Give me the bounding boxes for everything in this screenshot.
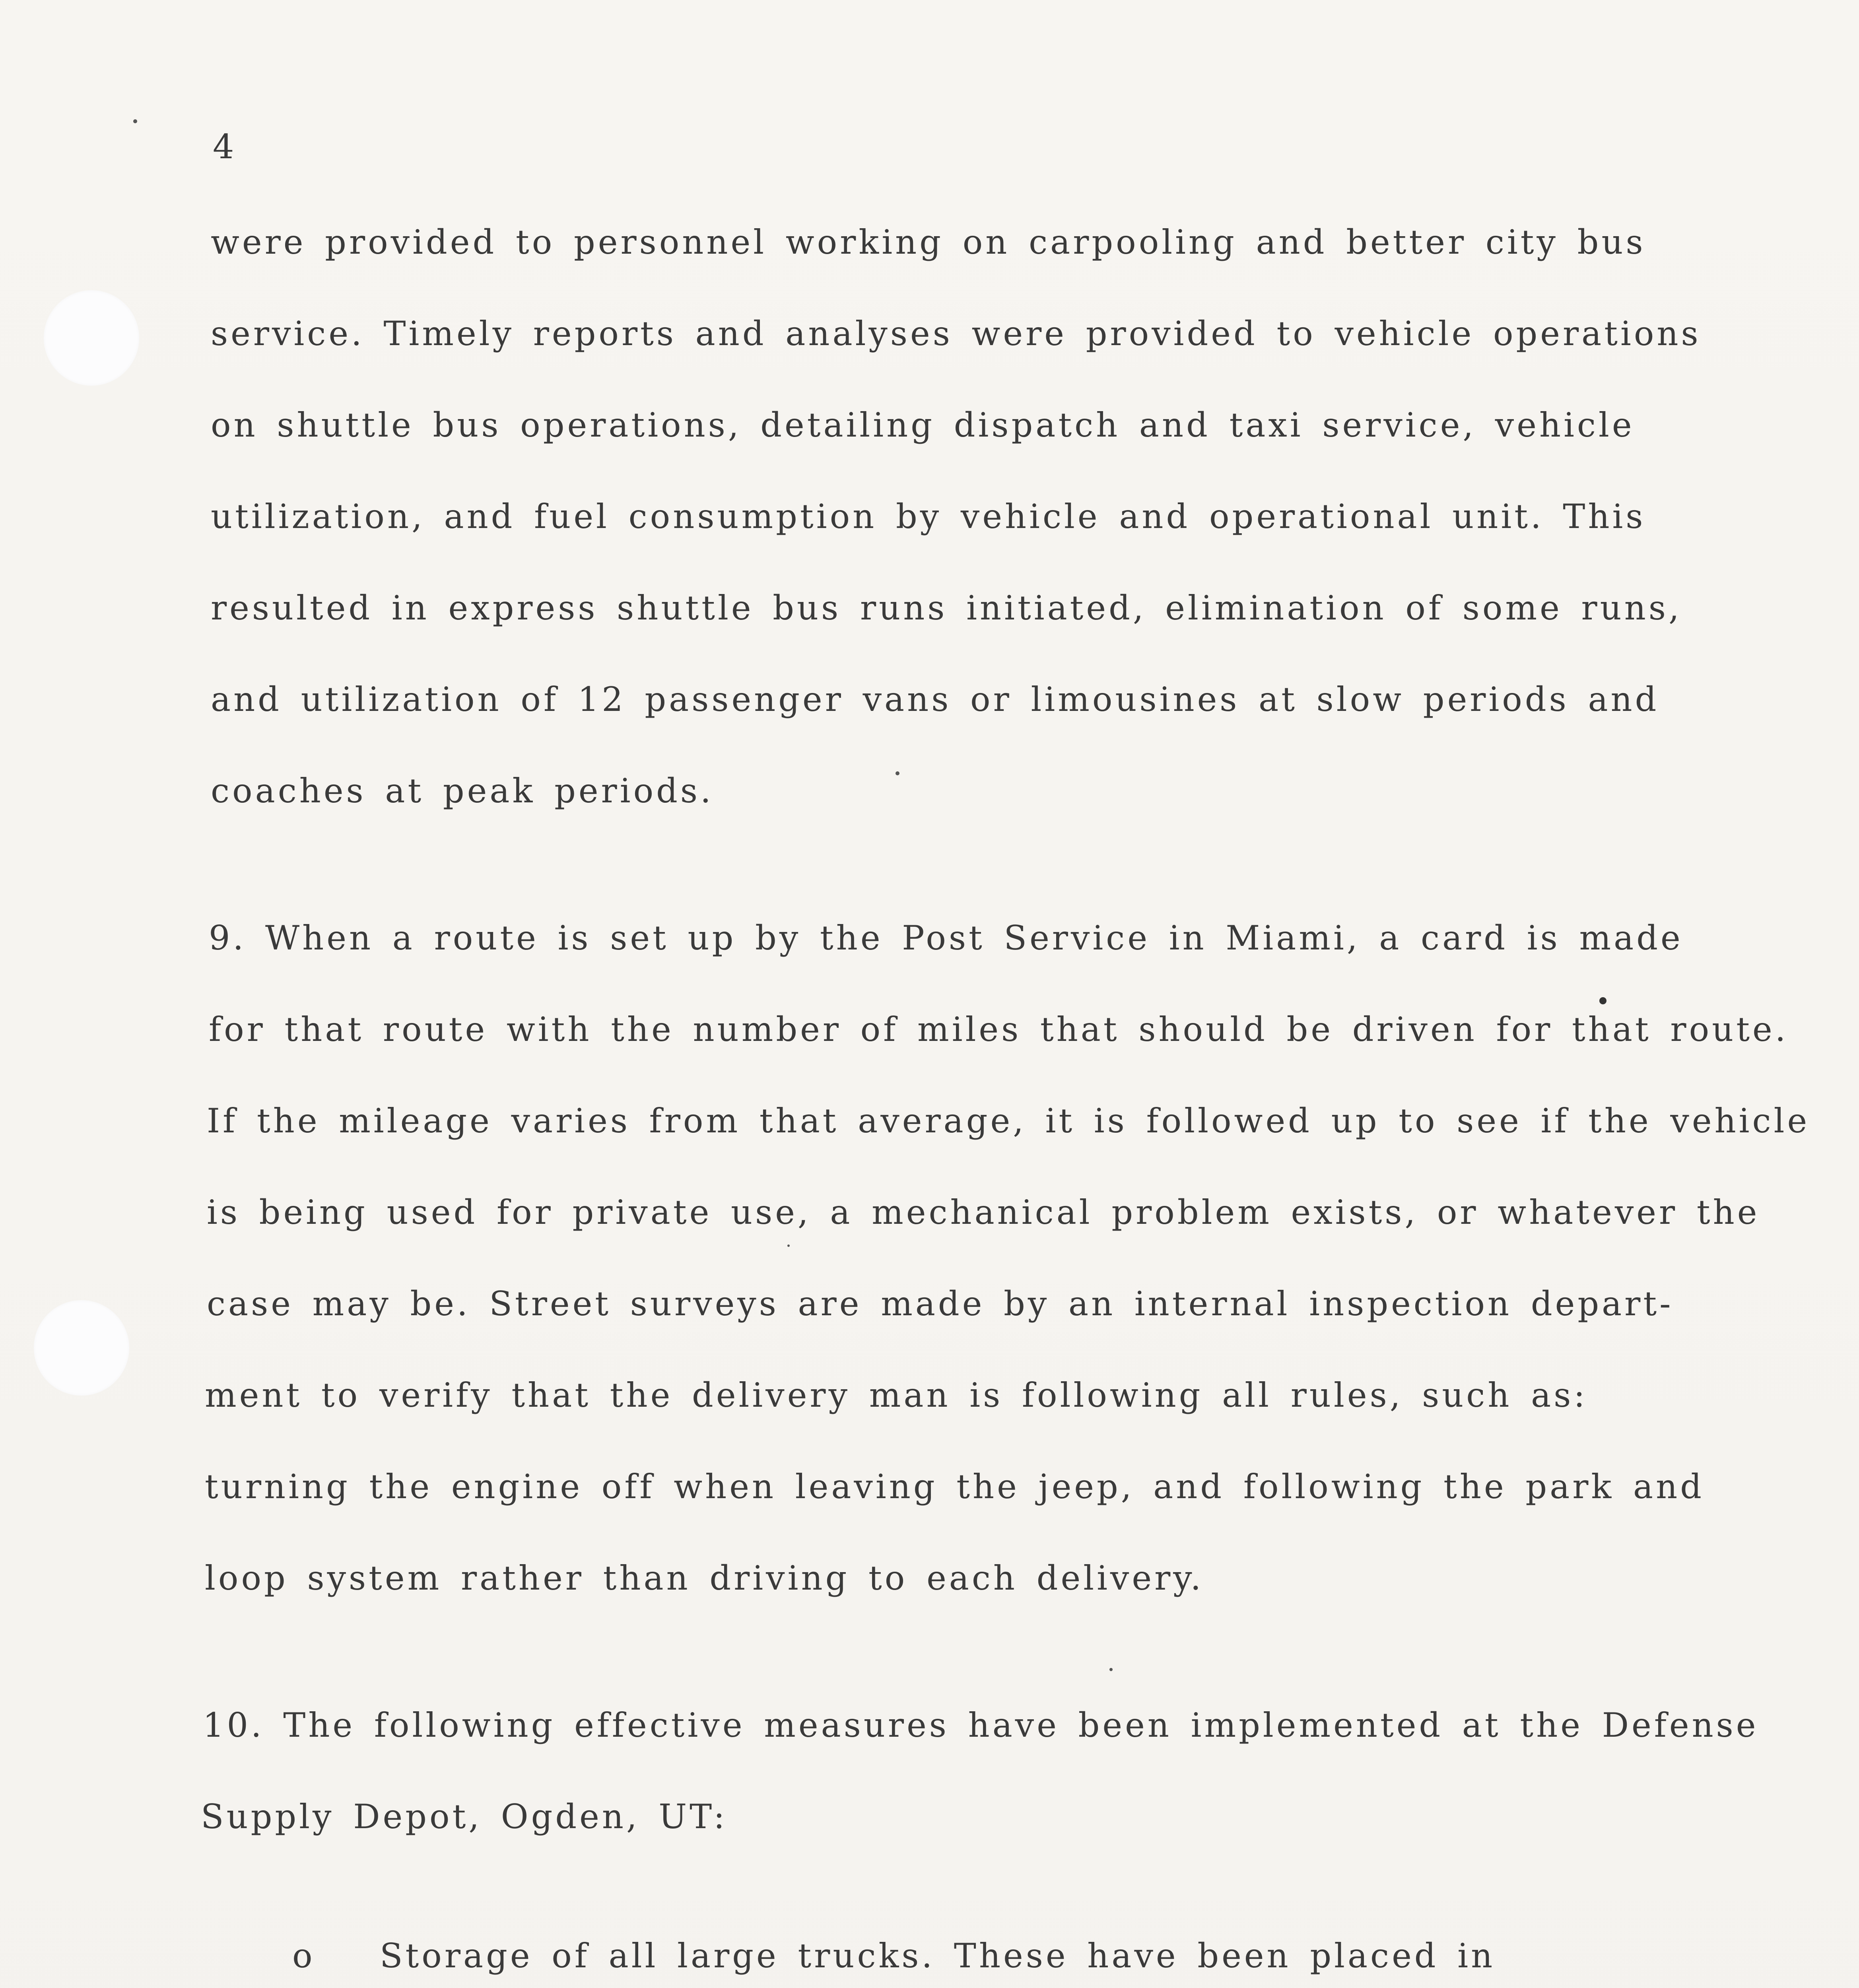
paragraph-line: service. Timely reports and analyses were provided to vehicle operations (211, 314, 1701, 353)
paragraph-line: loop system rather than driving to each delivery. (205, 1559, 1204, 1598)
paragraph-line: coaches at peak periods. (211, 771, 714, 810)
paragraph-line: for that route with the number of miles that should be driven for that route. (209, 1010, 1789, 1049)
paragraph-line: 10. The following effective measures have been implemented at the Defense (203, 1706, 1759, 1745)
paragraph-line: and utilization of 12 passenger vans or limousines at slow periods and (211, 680, 1659, 719)
paragraph-line: were provided to personnel working on carpooling and better city bus (211, 223, 1646, 262)
paragraph-line: utilization, and fuel consumption by vehicle and operational unit. This (211, 497, 1646, 536)
paragraph-line: turning the engine off when leaving the jeep, and following the park and (205, 1467, 1704, 1506)
ink-speck (133, 119, 137, 123)
punch-hole-middle (34, 1300, 129, 1396)
ink-speck (787, 1244, 790, 1247)
ink-speck (896, 771, 899, 775)
ink-speck (1109, 1668, 1113, 1671)
paragraph-line: is being used for private use, a mechanical problem exists, or whatever the (207, 1193, 1760, 1232)
ink-speck (1599, 997, 1606, 1004)
paragraph-line: ment to verify that the delivery man is following all rules, such as: (205, 1376, 1588, 1415)
bullet-marker: o (292, 1936, 315, 1975)
paragraph-line: 9. When a route is set up by the Post Service in Miami, a card is made (209, 918, 1683, 957)
punch-hole-top (44, 290, 139, 386)
bullet-line: Storage of all large trucks. These have been placed in (380, 1936, 1496, 1975)
page-number: 4 (213, 127, 235, 166)
paragraph-line: Supply Depot, Ogden, UT: (201, 1797, 728, 1836)
paragraph-line: If the mileage varies from that average, it is followed up to see if the vehicle (207, 1101, 1810, 1140)
paragraph-line: resulted in express shuttle bus runs initiated, elimination of some runs, (211, 588, 1682, 627)
paragraph-line: on shuttle bus operations, detailing dispatch and taxi service, vehicle (211, 406, 1635, 445)
paragraph-line: case may be. Street surveys are made by an internal inspection depart- (207, 1284, 1674, 1323)
